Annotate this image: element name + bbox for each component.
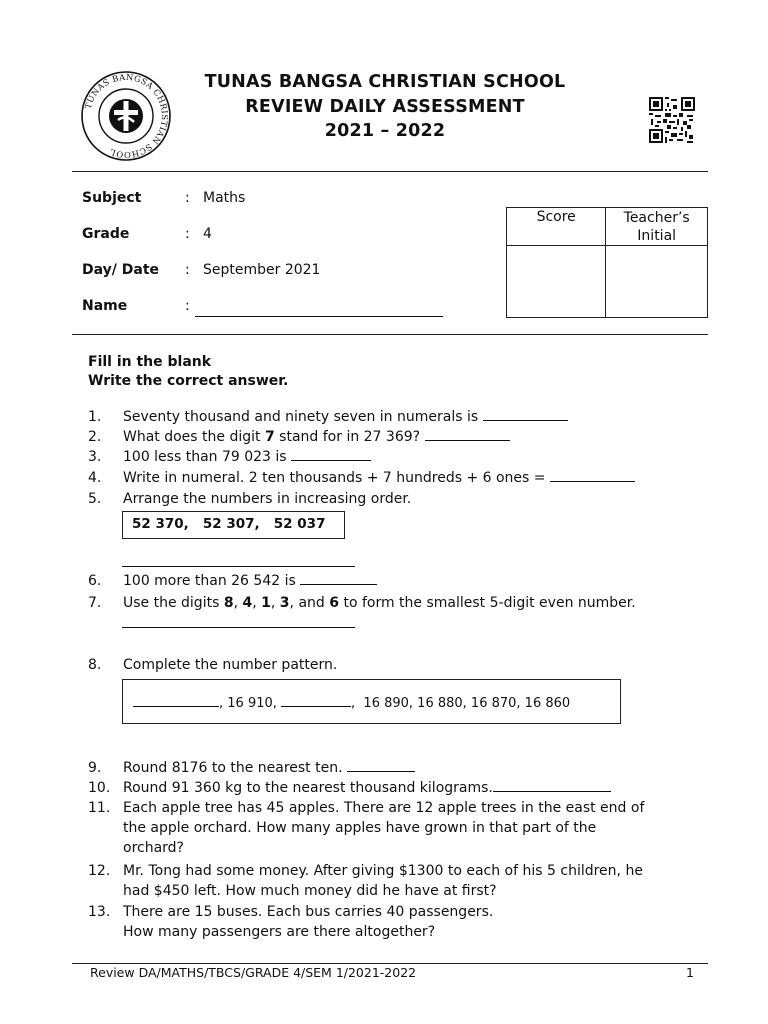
name-label: Name (82, 298, 128, 314)
page-number: 1 (686, 965, 694, 980)
q8-pattern-box: , 16 910, , 16 890, 16 880, 16 870, 16 860 (122, 679, 621, 724)
date-value: September 2021 (203, 262, 321, 278)
question-3: 3. 100 less than 79 023 is (88, 447, 371, 467)
instruction-1: Fill in the blank (88, 354, 212, 370)
colon: : (185, 190, 190, 206)
grade-label: Grade (82, 226, 130, 242)
footer-divider (72, 963, 708, 964)
q5-numbers-box: 52 370, 52 307, 52 037 (122, 511, 345, 539)
subject-value: Maths (203, 190, 246, 206)
initial-label: Initial (637, 228, 677, 244)
question-8: 8. Complete the number pattern. (88, 657, 338, 673)
footer-text: Review DA/MATHS/TBCS/GRADE 4/SEM 1/2021-2022 (90, 965, 417, 980)
svg-text:TUNAS BANGSA CHRISTIAN SCHOOL: TUNAS BANGSA CHRISTIAN SCHOOL (82, 71, 171, 161)
pattern-blank[interactable] (281, 694, 351, 707)
question-5: 5. Arrange the numbers in increasing order. (88, 491, 412, 507)
question-11: 11. Each apple tree has 45 apples. There are 12 apple trees in the east end of the apple orchard. How many apples have grown in that part of the orchard? (88, 800, 645, 856)
answer-blank[interactable] (483, 408, 568, 421)
instruction-2: Write the correct answer. (88, 373, 289, 389)
answer-blank[interactable] (425, 428, 510, 441)
answer-blank[interactable] (291, 448, 371, 461)
teacher-initial-cell[interactable] (606, 246, 708, 318)
school-year: 2021 – 2022 (324, 121, 446, 141)
teacher-initial-header (606, 208, 708, 246)
answer-blank[interactable] (347, 759, 415, 772)
score-header: Score (507, 208, 606, 246)
teacher-label: Teacher’s (623, 210, 690, 226)
question-6: 6. 100 more than 26 542 is (88, 571, 377, 591)
name-field[interactable] (195, 316, 443, 317)
question-9: 9. Round 8176 to the nearest ten. (88, 758, 415, 778)
colon: : (185, 226, 190, 242)
score-table (506, 207, 708, 318)
answer-blank[interactable] (550, 469, 635, 482)
question-12: 12. Mr. Tong had some money. After giving $1300 to each of his 5 children, he had $450 left. How much money did he have at first? (88, 863, 643, 899)
subject-label: Subject (82, 190, 142, 206)
header-divider (72, 171, 708, 172)
question-13: 13. There are 15 buses. Each bus carries 40 passengers. How many passengers are there altogether? (88, 904, 494, 940)
colon: : (185, 298, 190, 314)
q5-answer-line[interactable] (122, 566, 355, 567)
answer-blank[interactable] (493, 779, 611, 792)
question-4: 4. Write in numeral. 2 ten thousands + 7 hundreds + 6 ones = (88, 468, 635, 488)
grade-value: 4 (203, 226, 212, 242)
score-cell[interactable] (507, 246, 606, 318)
question-10: 10. Round 91 360 kg to the nearest thousand kilograms. (88, 778, 611, 798)
school-name: TUNAS BANGSA CHRISTIAN SCHOOL (204, 72, 566, 92)
date-label: Day/ Date (82, 262, 160, 278)
pattern-blank[interactable] (133, 694, 219, 707)
colon: : (185, 262, 190, 278)
question-7: 7. Use the digits 8, 4, 1, 3, and 6 to form the smallest 5-digit even number. (88, 595, 636, 611)
question-1: 1. Seventy thousand and ninety seven in numerals is (88, 407, 568, 427)
qr-code (649, 97, 695, 143)
info-divider (72, 334, 708, 335)
answer-blank[interactable] (300, 572, 377, 585)
assessment-title: REVIEW DAILY ASSESSMENT (245, 97, 525, 117)
question-2: 2. What does the digit 7 stand for in 27 369? (88, 427, 510, 447)
q7-answer-line[interactable] (122, 627, 355, 628)
